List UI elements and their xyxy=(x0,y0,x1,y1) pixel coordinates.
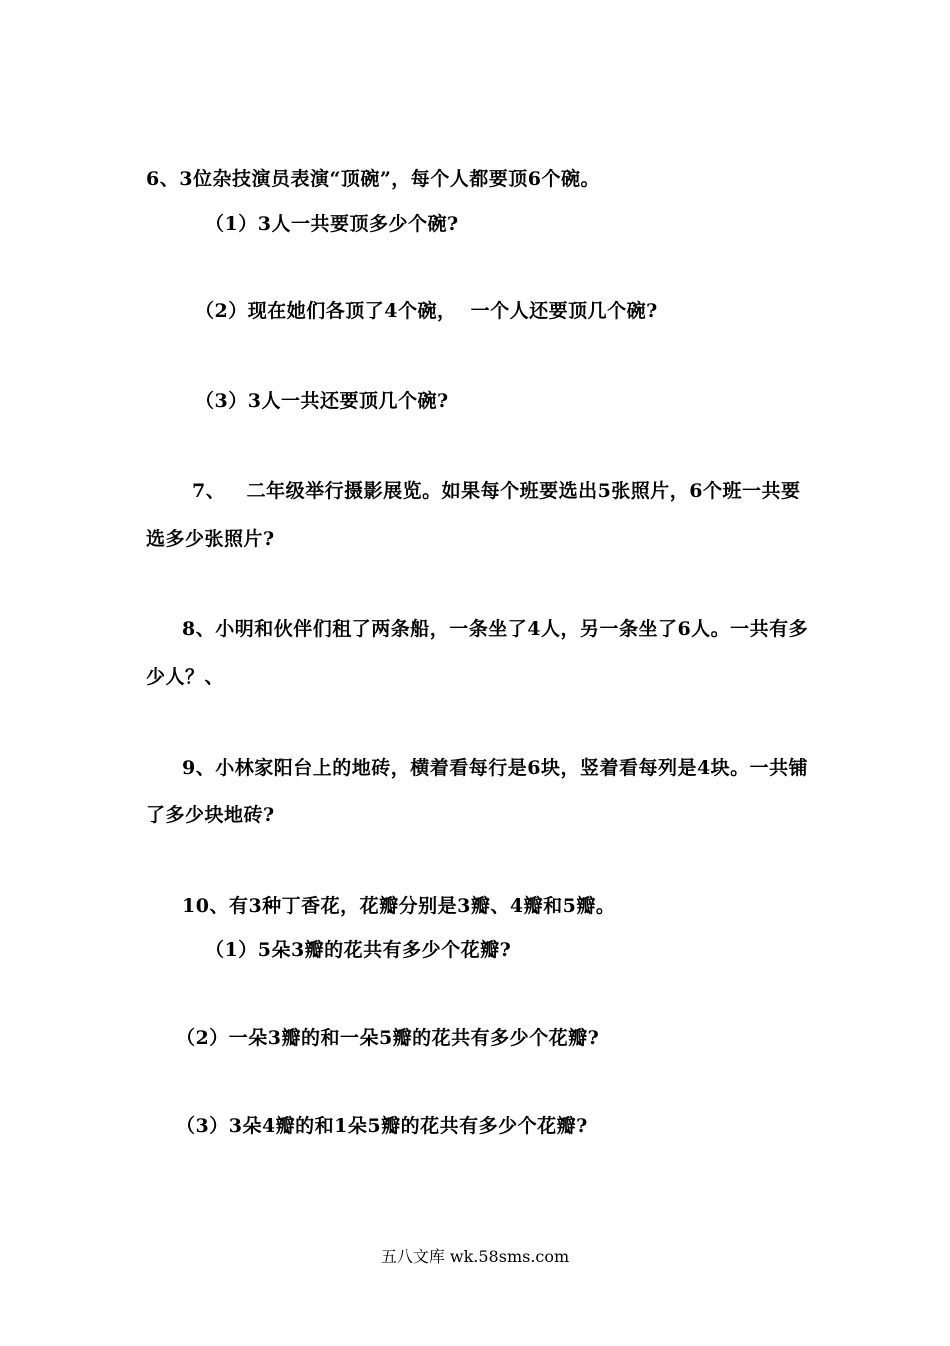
question-6-sub-2: （2）现在她们各顶了4个碗， 一个人还要顶几个碗? xyxy=(195,300,658,322)
question-9-line-1: 9、小林家阳台上的地砖，横着看每行是6块，竖着看每列是4块。一共铺 xyxy=(182,757,809,779)
question-6-sub-3: （3）3人一共还要顶几个碗? xyxy=(195,390,449,412)
question-10-sub-3: （3）3朵4瓣的和1朵5瓣的花共有多少个花瓣? xyxy=(176,1115,588,1137)
question-6-sub-1: （1）3人一共要顶多少个碗? xyxy=(205,213,459,235)
question-10-sub-2: （2）一朵3瓣的和一朵5瓣的花共有多少个花瓣? xyxy=(176,1027,600,1049)
question-10-stem: 10、有3种丁香花，花瓣分别是3瓣、4瓣和5瓣。 xyxy=(182,895,616,917)
question-7-line-2: 选多少张照片? xyxy=(146,528,275,550)
question-10-sub-1: （1）5朵3瓣的花共有多少个花瓣? xyxy=(205,939,512,961)
question-9-line-2: 了多少块地砖? xyxy=(146,804,275,826)
question-7-line-1: 7、 二年级举行摄影展览。如果每个班要选出5张照片，6个班一共要 xyxy=(192,480,801,502)
question-6-stem: 6、3位杂技演员表演“顶碗”，每个人都要顶6个碗。 xyxy=(146,168,601,190)
question-8-line-1: 8、小明和伙伴们租了两条船，一条坐了4人，另一条坐了6人。一共有多 xyxy=(182,618,809,640)
footer-watermark: 五八文库 wk.58sms.com xyxy=(380,1247,570,1266)
question-8-line-2: 少人？、 xyxy=(146,666,225,688)
